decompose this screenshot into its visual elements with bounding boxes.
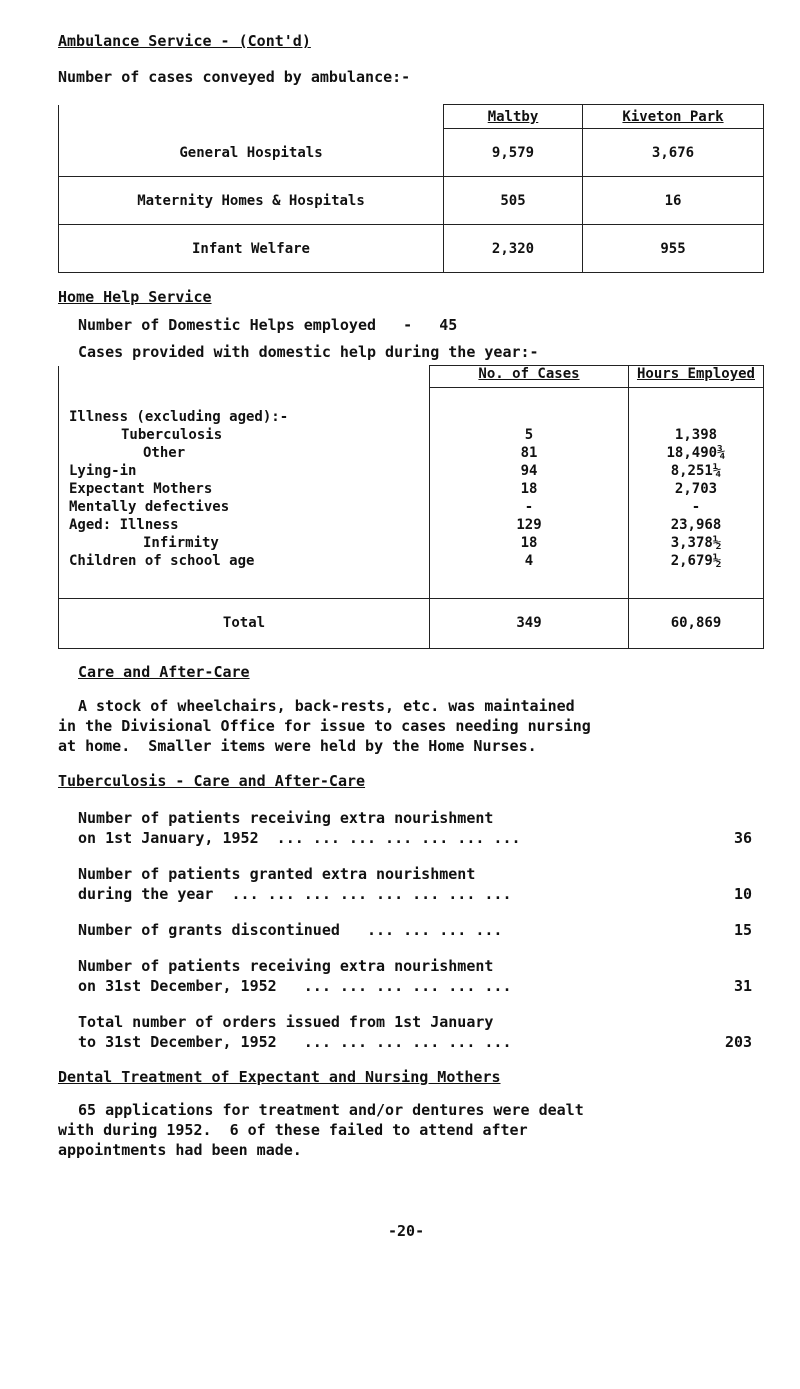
tb-item-2-line2: during the year ... ... ... ... ... ... ... ... — [78, 885, 512, 903]
total-hours: 60,869 — [629, 598, 764, 648]
cases-expectant: 18 — [520, 481, 538, 498]
home-help-table — [58, 365, 764, 649]
header-blank — [59, 366, 430, 388]
total-cases: 349 — [430, 598, 629, 648]
tb-item-5-line1: Total number of orders issued from 1st January — [78, 1013, 494, 1031]
ambulance-table — [58, 104, 764, 273]
tb-item-4-line1: Number of patients receiving extra nourishment — [78, 957, 494, 975]
cases-lying-in: 94 — [520, 463, 538, 480]
tb-item-5-value: 203 — [725, 1033, 753, 1051]
tb-item-1-line2: on 1st January, 1952 ... ... ... ... ... ... ... — [78, 829, 521, 847]
hours-lying-in: 8,251¼ — [670, 463, 722, 480]
dental-line-1: 65 applications for treatment and/or dentures were dealt — [78, 1101, 584, 1119]
labels-cell — [59, 388, 430, 599]
tb-item-4-line2: on 31st December, 1952 ... ... ... ... ... ... — [78, 977, 512, 995]
care-line-2: in the Divisional Office for issue to cases needing nursing — [58, 717, 591, 735]
row-label-mentally: Mentally defectives — [69, 498, 230, 515]
hours-children: 2,679½ — [670, 553, 722, 570]
cases-tuberculosis: 5 — [524, 427, 534, 444]
cases-cell — [430, 388, 629, 599]
care-heading: Care and After-Care — [78, 663, 250, 681]
tb-item-1-value: 36 — [734, 829, 753, 847]
cases-aged-illness: 129 — [516, 517, 542, 534]
column-no-of-cases: No. of Cases — [430, 366, 629, 388]
cell-maternity-maltby: 505 — [444, 177, 583, 225]
cell-infant-kiveton: 955 — [583, 225, 764, 273]
tb-item-5-line2: to 31st December, 1952 ... ... ... ... ... ... — [78, 1033, 512, 1051]
maternity-label: Maternity Homes & Hospitals — [59, 177, 444, 225]
hours-mentally: - — [691, 499, 701, 516]
page-number: -20- — [388, 1222, 425, 1240]
tb-item-3-value: 15 — [734, 921, 753, 939]
cases-mentally: - — [524, 499, 534, 516]
row-label-children: Children of school age — [69, 552, 255, 569]
cell-infant-maltby: 2,320 — [444, 225, 583, 273]
home-help-heading: Home Help Service — [58, 288, 212, 306]
group-label: Illness (excluding aged):- — [69, 408, 289, 425]
cases-infirmity: 18 — [520, 535, 538, 552]
hours-tuberculosis: 1,398 — [674, 427, 718, 444]
column-maltby: Maltby — [444, 105, 583, 129]
care-line-3: at home. Smaller items were held by the Home Nurses. — [58, 737, 537, 755]
hours-cell — [629, 388, 764, 599]
hours-infirmity: 3,378½ — [670, 535, 722, 552]
hours-aged-illness: 23,968 — [670, 517, 722, 534]
dental-line-3: appointments had been made. — [58, 1141, 302, 1159]
cell-general-maltby: 9,579 — [444, 129, 583, 177]
cases-children: 4 — [524, 553, 534, 570]
column-kiveton-park: Kiveton Park — [583, 105, 764, 129]
column-hours-employed: Hours Employed — [629, 366, 764, 388]
tb-item-3-line2: Number of grants discontinued ... ... ... ... — [78, 921, 503, 939]
ambulance-heading: Ambulance Service - (Cont'd) — [58, 32, 311, 50]
dental-line-2: with during 1952. 6 of these failed to attend after — [58, 1121, 528, 1139]
domestic-helps-line: Number of Domestic Helps employed - 45 — [78, 316, 458, 334]
row-label-expectant: Expectant Mothers — [69, 480, 213, 497]
hours-other: 18,490¾ — [666, 445, 726, 462]
ambulance-intro: Number of cases conveyed by ambulance:- — [58, 68, 411, 86]
care-line-1: A stock of wheelchairs, back-rests, etc. was maintained — [78, 697, 575, 715]
tb-item-4-value: 31 — [734, 977, 753, 995]
general-hospitals-label: General Hospitals — [59, 105, 444, 177]
row-label-other: Other — [143, 444, 186, 461]
row-label-aged-illness: Aged: Illness — [69, 516, 179, 533]
tb-item-2-line1: Number of patients granted extra nourishment — [78, 865, 476, 883]
cases-intro: Cases provided with domestic help during the year:- — [78, 343, 539, 361]
row-label-tuberculosis: Tuberculosis — [121, 426, 223, 443]
total-label: Total — [59, 598, 430, 648]
hours-expectant: 2,703 — [674, 481, 718, 498]
infant-welfare-label: Infant Welfare — [59, 225, 444, 273]
row-label-infirmity: Infirmity — [143, 534, 219, 551]
tb-item-2-value: 10 — [734, 885, 753, 903]
cell-general-kiveton: 3,676 — [583, 129, 764, 177]
tb-item-1-line1: Number of patients receiving extra nourishment — [78, 809, 494, 827]
cell-maternity-kiveton: 16 — [583, 177, 764, 225]
cases-other: 81 — [520, 445, 538, 462]
row-label-lying-in: Lying-in — [69, 462, 137, 479]
dental-heading: Dental Treatment of Expectant and Nursing Mothers — [58, 1068, 501, 1086]
tb-heading: Tuberculosis - Care and After-Care — [58, 772, 366, 790]
